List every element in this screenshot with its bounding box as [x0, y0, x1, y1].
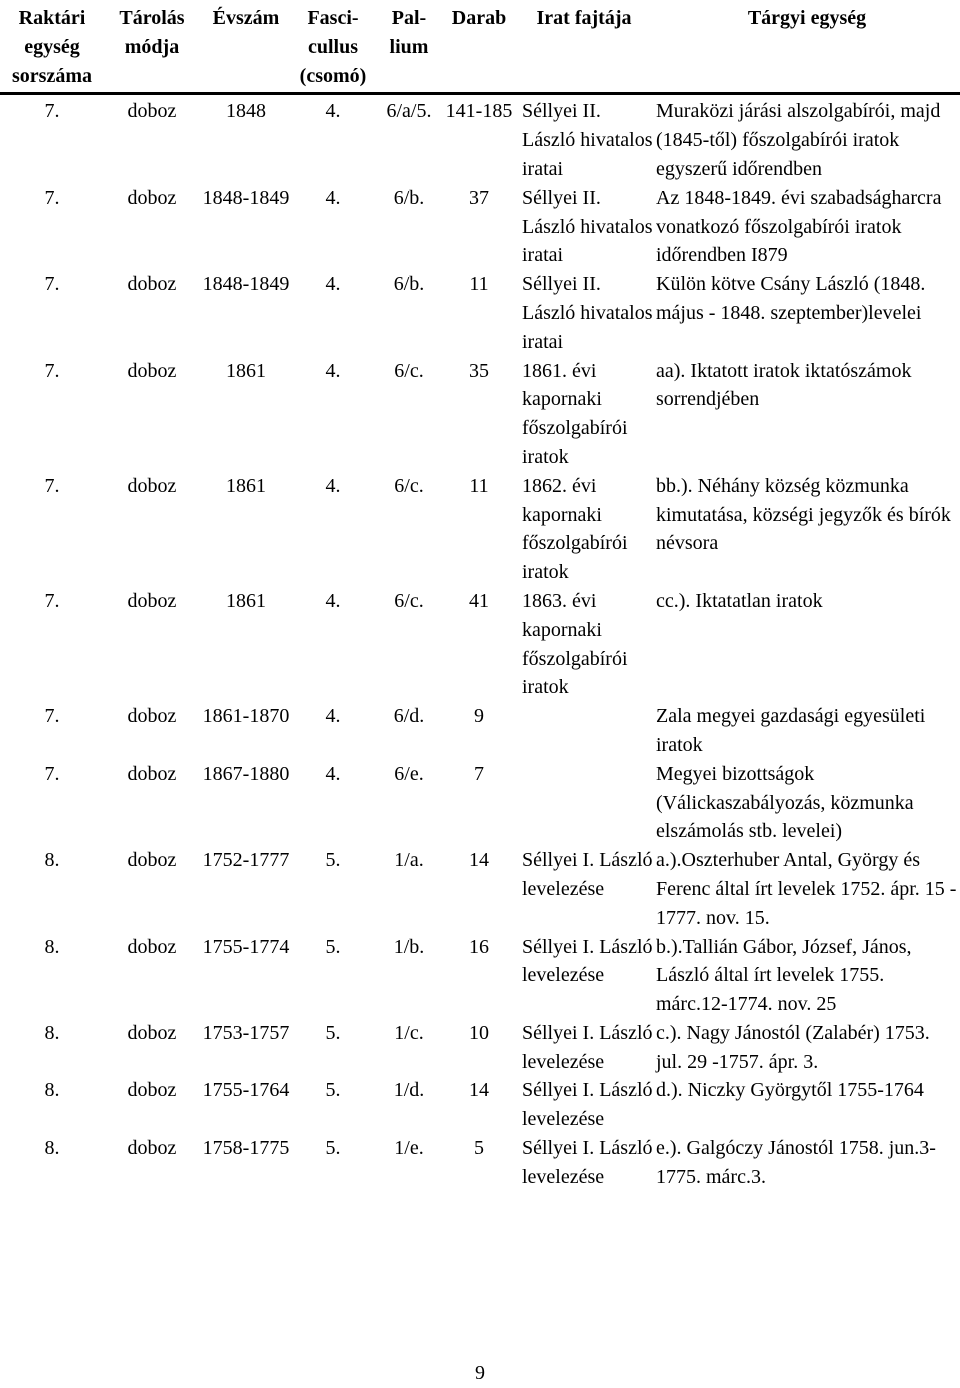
cell-darab: 9 [474, 705, 484, 728]
cell-targyi: cc.). Iktatatlan iratok [656, 589, 823, 612]
cell-targyi: c.). Nagy Jánostól (Zalabér) 1753. jul. 29 -1757. ápr. 3. [656, 1021, 930, 1073]
cell-evszam: 1752-1777 [202, 849, 290, 872]
cell-pallium: 6/c. [394, 359, 424, 382]
cell-pallium: 6/c. [394, 589, 424, 612]
cell-fasciculus: 4. [325, 100, 341, 123]
cell-evszam: 1861 [226, 589, 266, 612]
cell-fasciculus: 4. [325, 474, 341, 497]
cell-targyi: Az 1848-1849. évi szabadságharcra vonatkozó főszolgabírói iratok időrendben I879 [656, 186, 942, 267]
cell-darab: 141-185 [445, 100, 513, 123]
document-page [0, 4, 960, 1192]
table-row [0, 1076, 960, 1134]
cell-raktari: 8. [44, 1079, 60, 1102]
cell-darab: 10 [469, 1021, 489, 1044]
cell-pallium: 1/c. [394, 1021, 424, 1044]
cell-targyi: aa). Iktatott iratok iktatószámok sorrendjében [656, 359, 912, 411]
cell-evszam: 1848 [226, 100, 266, 123]
cell-irat: Séllyei I. László levelezése [522, 1021, 653, 1073]
cell-pallium: 1/a. [394, 849, 424, 872]
cell-pallium: 1/d. [393, 1079, 425, 1102]
cell-raktari: 8. [44, 1021, 60, 1044]
cell-raktari: 7. [44, 705, 60, 728]
cell-targyi: a.).Oszterhuber Antal, György és Ferenc által írt levelek 1752. ápr. 15 - 1777. nov. 15. [656, 849, 957, 929]
cell-raktari: 8. [44, 849, 60, 872]
cell-raktari: 8. [44, 935, 60, 958]
cell-tarolas: doboz [127, 273, 177, 296]
column-header-evszam: Évszám [212, 7, 280, 29]
cell-darab: 5 [474, 1137, 484, 1160]
cell-darab: 14 [469, 1079, 489, 1102]
cell-irat: Séllyei I. László levelezése [522, 1137, 653, 1188]
cell-targyi: bb.). Néhány község közmunka kimutatása, községi jegyzők és bírók névsora [656, 474, 951, 555]
cell-fasciculus: 5. [325, 849, 341, 872]
cell-evszam: 1848-1849 [202, 273, 290, 296]
cell-targyi: e.). Galgóczy Jánostól 1758. jun.3-1775. márc.3. [656, 1137, 936, 1188]
cell-irat [514, 702, 654, 760]
cell-darab: 37 [469, 186, 489, 209]
cell-evszam: 1861 [226, 359, 266, 382]
cell-evszam: 1753-1757 [202, 1021, 290, 1044]
cell-tarolas: doboz [127, 589, 177, 612]
cell-fasciculus: 4. [325, 705, 341, 728]
cell-darab: 35 [469, 359, 489, 382]
cell-tarolas: doboz [127, 705, 177, 728]
cell-targyi: Külön kötve Csány László (1848. május - 1848. szeptember)levelei [656, 273, 926, 324]
table-row [0, 702, 960, 760]
cell-tarolas: doboz [127, 359, 177, 382]
cell-irat: Séllyei I. László levelezése [522, 1079, 653, 1131]
cell-evszam: 1755-1774 [202, 935, 290, 958]
table-row [0, 94, 960, 184]
cell-tarolas: doboz [127, 849, 177, 872]
cell-raktari: 7. [44, 589, 60, 612]
cell-pallium: 1/b. [393, 935, 425, 958]
cell-raktari: 7. [44, 474, 60, 497]
cell-irat: Séllyei II. László hivatalos iratai [522, 100, 653, 180]
cell-darab: 11 [469, 273, 489, 296]
cell-targyi: d.). Niczky Györgytől 1755-1764 [656, 1079, 924, 1102]
cell-fasciculus: 4. [325, 359, 341, 382]
cell-tarolas: doboz [127, 100, 177, 123]
table-row [0, 760, 960, 846]
table-row [0, 1019, 960, 1077]
cell-irat: Séllyei II. László hivatalos iratai [522, 273, 653, 353]
cell-irat: Séllyei II. László hivatalos iratai [522, 186, 653, 267]
cell-evszam: 1758-1775 [202, 1137, 290, 1160]
cell-irat: Séllyei I. László levelezése [522, 935, 653, 987]
cell-raktari: 7. [44, 186, 60, 209]
cell-targyi: Muraközi járási alszolgabírói, majd (1845-től) főszolgabírói iratok egyszerű időrendben [656, 100, 941, 180]
cell-targyi: Zala megyei gazdasági egyesületi iratok [656, 705, 926, 756]
table-row [0, 357, 960, 472]
cell-darab: 14 [469, 849, 489, 872]
table-row [0, 933, 960, 1019]
cell-targyi: Megyei bizottságok (Válickaszabályozás, közmunka elszámolás stb. levelei) [656, 762, 914, 843]
table-row [0, 846, 960, 932]
cell-fasciculus: 5. [325, 935, 341, 958]
cell-raktari: 7. [44, 273, 60, 296]
column-header-tarolas: Tárolás módja [119, 7, 185, 58]
cell-pallium: 6/e. [394, 762, 424, 785]
cell-raktari: 8. [44, 1137, 60, 1160]
cell-darab: 11 [469, 474, 489, 497]
cell-fasciculus: 4. [325, 589, 341, 612]
cell-tarolas: doboz [127, 474, 177, 497]
cell-evszam: 1755-1764 [202, 1079, 290, 1102]
cell-darab: 41 [469, 589, 489, 612]
cell-tarolas: doboz [127, 186, 177, 209]
cell-fasciculus: 4. [325, 762, 341, 785]
table-row [0, 1134, 960, 1192]
cell-darab: 16 [469, 935, 489, 958]
cell-tarolas: doboz [127, 935, 177, 958]
cell-targyi: b.).Tallián Gábor, József, János, László által írt levelek 1755. márc.12-1774. nov. 25 [656, 935, 912, 1016]
cell-pallium: 6/b. [393, 186, 425, 209]
table-header [0, 4, 960, 94]
column-header-darab: Darab [451, 7, 507, 29]
cell-evszam: 1861 [226, 474, 266, 497]
table-row [0, 587, 960, 702]
cell-raktari: 7. [44, 359, 60, 382]
table-body [0, 94, 960, 1192]
cell-irat: 1862. évi kapornaki főszolgabírói iratok [522, 474, 628, 584]
cell-pallium: 6/d. [393, 705, 425, 728]
cell-evszam: 1848-1849 [202, 186, 290, 209]
page-number: 9 [475, 1362, 485, 1384]
cell-evszam: 1861-1870 [202, 705, 290, 728]
cell-fasciculus: 5. [325, 1079, 341, 1102]
table-row [0, 184, 960, 270]
table-row [0, 270, 960, 356]
cell-raktari: 7. [44, 100, 60, 123]
cell-tarolas: doboz [127, 1137, 177, 1160]
column-header-targyi: Tárgyi egység [747, 7, 867, 29]
cell-tarolas: doboz [127, 762, 177, 785]
cell-pallium: 1/e. [394, 1137, 424, 1160]
cell-pallium: 6/b. [393, 273, 425, 296]
cell-fasciculus: 4. [325, 273, 341, 296]
table-row [0, 472, 960, 587]
cell-irat: 1863. évi kapornaki főszolgabírói iratok [522, 589, 628, 699]
column-header-pallium: Pal-lium [389, 7, 429, 58]
cell-fasciculus: 4. [325, 186, 341, 209]
cell-irat: 1861. évi kapornaki főszolgabírói iratok [522, 359, 628, 468]
cell-fasciculus: 5. [325, 1137, 341, 1160]
column-header-irat: Irat fajtája [536, 7, 632, 29]
cell-pallium: 6/c. [394, 474, 424, 497]
archive-inventory-table [0, 4, 960, 1192]
cell-evszam: 1867-1880 [202, 762, 290, 785]
cell-raktari: 7. [44, 762, 60, 785]
column-header-fasciculus: Fasci-cullus (csomó) [299, 7, 367, 87]
cell-tarolas: doboz [127, 1079, 177, 1102]
cell-pallium: 6/a/5. [386, 100, 432, 123]
cell-irat: Séllyei I. László levelezése [522, 849, 653, 900]
cell-irat [514, 760, 654, 846]
cell-fasciculus: 5. [325, 1021, 341, 1044]
cell-darab: 7 [474, 762, 484, 785]
cell-tarolas: doboz [127, 1021, 177, 1044]
column-header-raktari: Raktári egység sorszáma [12, 7, 92, 87]
